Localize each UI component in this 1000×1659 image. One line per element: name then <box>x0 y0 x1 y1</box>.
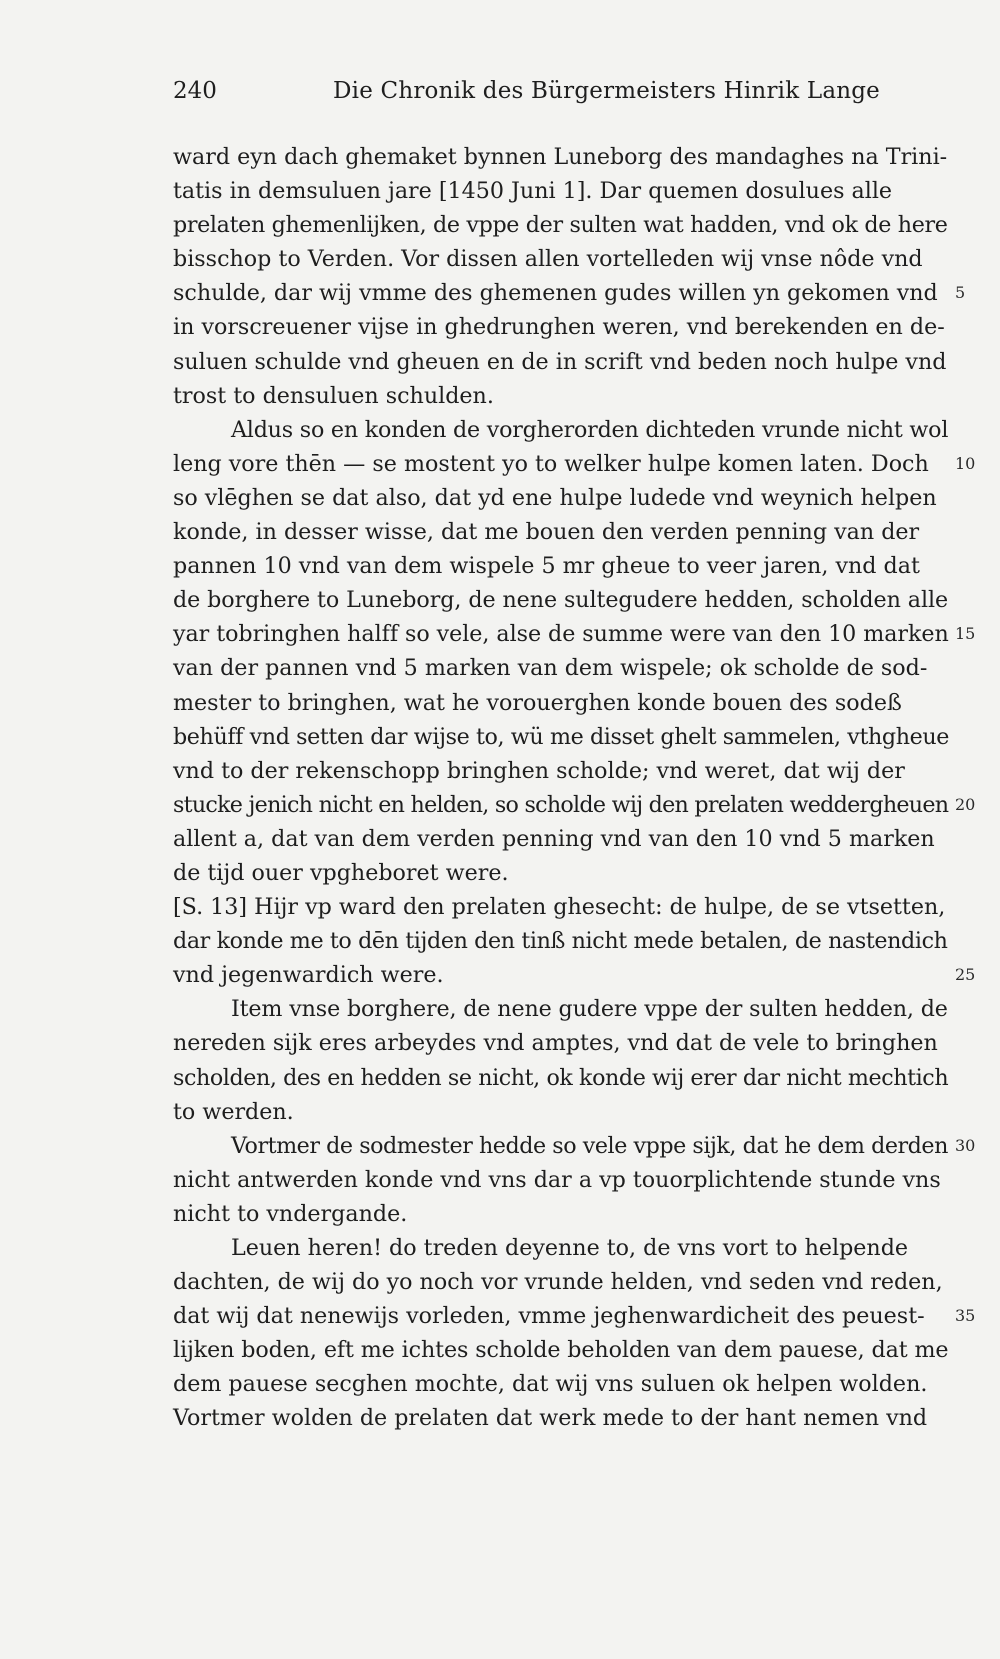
text-line: schulde, dar wij vmme des ghemenen gudes willen yn gekomen vnd <box>173 280 938 307</box>
text-line: prelaten ghemenlijken, de vppe der sulten wat hadden, vnd ok de here <box>173 212 948 239</box>
text-line: dat wij dat nenewijs vorleden, vmme jeghenwardicheit des peuest- <box>173 1303 925 1330</box>
line-number: 5 <box>955 283 966 303</box>
text-line: yar tobringhen halff so vele, alse de summe were van den 10 marken <box>173 621 949 648</box>
text-line: Vortmer wolden de prelaten dat werk mede to der hant nemen vnd <box>173 1405 928 1432</box>
text-line: tatis in demsuluen jare [1450 Juni 1]. Dar quemen dosulues alle <box>173 178 893 205</box>
text-line: Leuen heren! do treden deyenne to, de vns vort to helpende <box>231 1235 909 1261</box>
text-line: van der pannen vnd 5 marken van dem wispele; ok scholde de sod- <box>173 655 928 682</box>
line-number: 20 <box>955 794 976 814</box>
text-line: leng vore thēn — se mostent yo to welker hulpe komen laten. Doch <box>173 450 929 477</box>
text-line: Aldus so en konden de vorgherorden dichteden vrunde nicht wol <box>231 416 949 443</box>
body-text <box>173 140 948 1436</box>
text-line: vnd jegenwardich were. <box>173 962 444 989</box>
line-number: 30 <box>955 1135 976 1155</box>
text-line: Item vnse borghere, de nene gudere vppe der sulten hedden, de <box>231 996 948 1023</box>
text-line: dem pauese secghen mochte, dat wij vns suluen ok helpen wolden. <box>173 1371 928 1398</box>
text-line: mester to bringhen, wat he vorouerghen konde bouen des sodeß <box>173 689 902 716</box>
text-line: so vlēghen se dat also, dat yd ene hulpe ludede vnd weynich helpen <box>173 484 937 511</box>
text-line: nicht antwerden konde vnd vns dar a vp touorplichtende stunde vns <box>173 1166 941 1193</box>
running-title: Die Chronik des Bürgermeisters Hinrik Lange <box>333 78 880 104</box>
text-line: konde, in desser wisse, dat me bouen den verden penning van der <box>173 519 920 546</box>
text-line: behüff vnd setten dar wijse to, wü me disset ghelt sammelen, vthgheue <box>173 723 949 750</box>
text-line: de tijd ouer vpgheboret were. <box>173 859 509 886</box>
text-line: de borghere to Luneborg, de nene sultegudere hedden, scholden alle <box>173 587 949 614</box>
text-line: trost to densuluen schulden. <box>173 382 494 409</box>
text-line: allent a, dat van dem verden penning vnd van den 10 vnd 5 marken <box>173 825 935 852</box>
text-line: dar konde me to dēn tijden den tinß nicht mede betalen, de nastendich <box>173 928 948 955</box>
line-number: 35 <box>955 1306 976 1326</box>
line-number: 25 <box>955 965 976 985</box>
page-header <box>173 78 953 112</box>
line-number: 10 <box>955 453 976 473</box>
text-line: suluen schulde vnd gheuen en de in scrift vnd beden noch hulpe vnd <box>173 348 947 375</box>
text-line: to werden. <box>173 1098 294 1125</box>
text-line: nicht to vndergande. <box>173 1200 408 1227</box>
text-line: bisschop to Verden. Vor dissen allen vortelleden wij vnse nôde vnd <box>173 246 923 273</box>
page-number: 240 <box>173 78 217 104</box>
line-number: 15 <box>955 624 976 644</box>
text-line: ward eyn dach ghemaket bynnen Luneborg des mandaghes na Trini- <box>173 144 948 170</box>
text-line: stucke jenich nicht en helden, so scholde wij den prelaten weddergheuen <box>173 791 949 818</box>
text-line: in vorscreuener vijse in ghedrunghen weren, vnd berekenden en de- <box>173 314 945 341</box>
text-line: Vortmer de sodmester hedde so vele vppe sijk, dat he dem derden <box>231 1132 948 1159</box>
text-line: nereden sijk eres arbeydes vnd amptes, vnd dat de vele to bringhen <box>173 1030 938 1057</box>
text-line: [S. 13] Hijr vp ward den prelaten ghesecht: de hulpe, de se vtsetten, <box>173 894 946 921</box>
text-line: dachten, de wij do yo noch vor vrunde helden, vnd seden vnd reden, <box>173 1269 943 1296</box>
text-line: pannen 10 vnd van dem wispele 5 mr gheue to veer jaren, vnd dat <box>173 553 920 580</box>
text-line: scholden, des en hedden se nicht, ok konde wij erer dar nicht mechtich <box>173 1064 949 1091</box>
text-line: lijken boden, eft me ichtes scholde beholden van dem pauese, dat me <box>173 1337 949 1364</box>
text-line: vnd to der rekenschopp bringhen scholde; vnd weret, dat wij der <box>173 757 905 784</box>
